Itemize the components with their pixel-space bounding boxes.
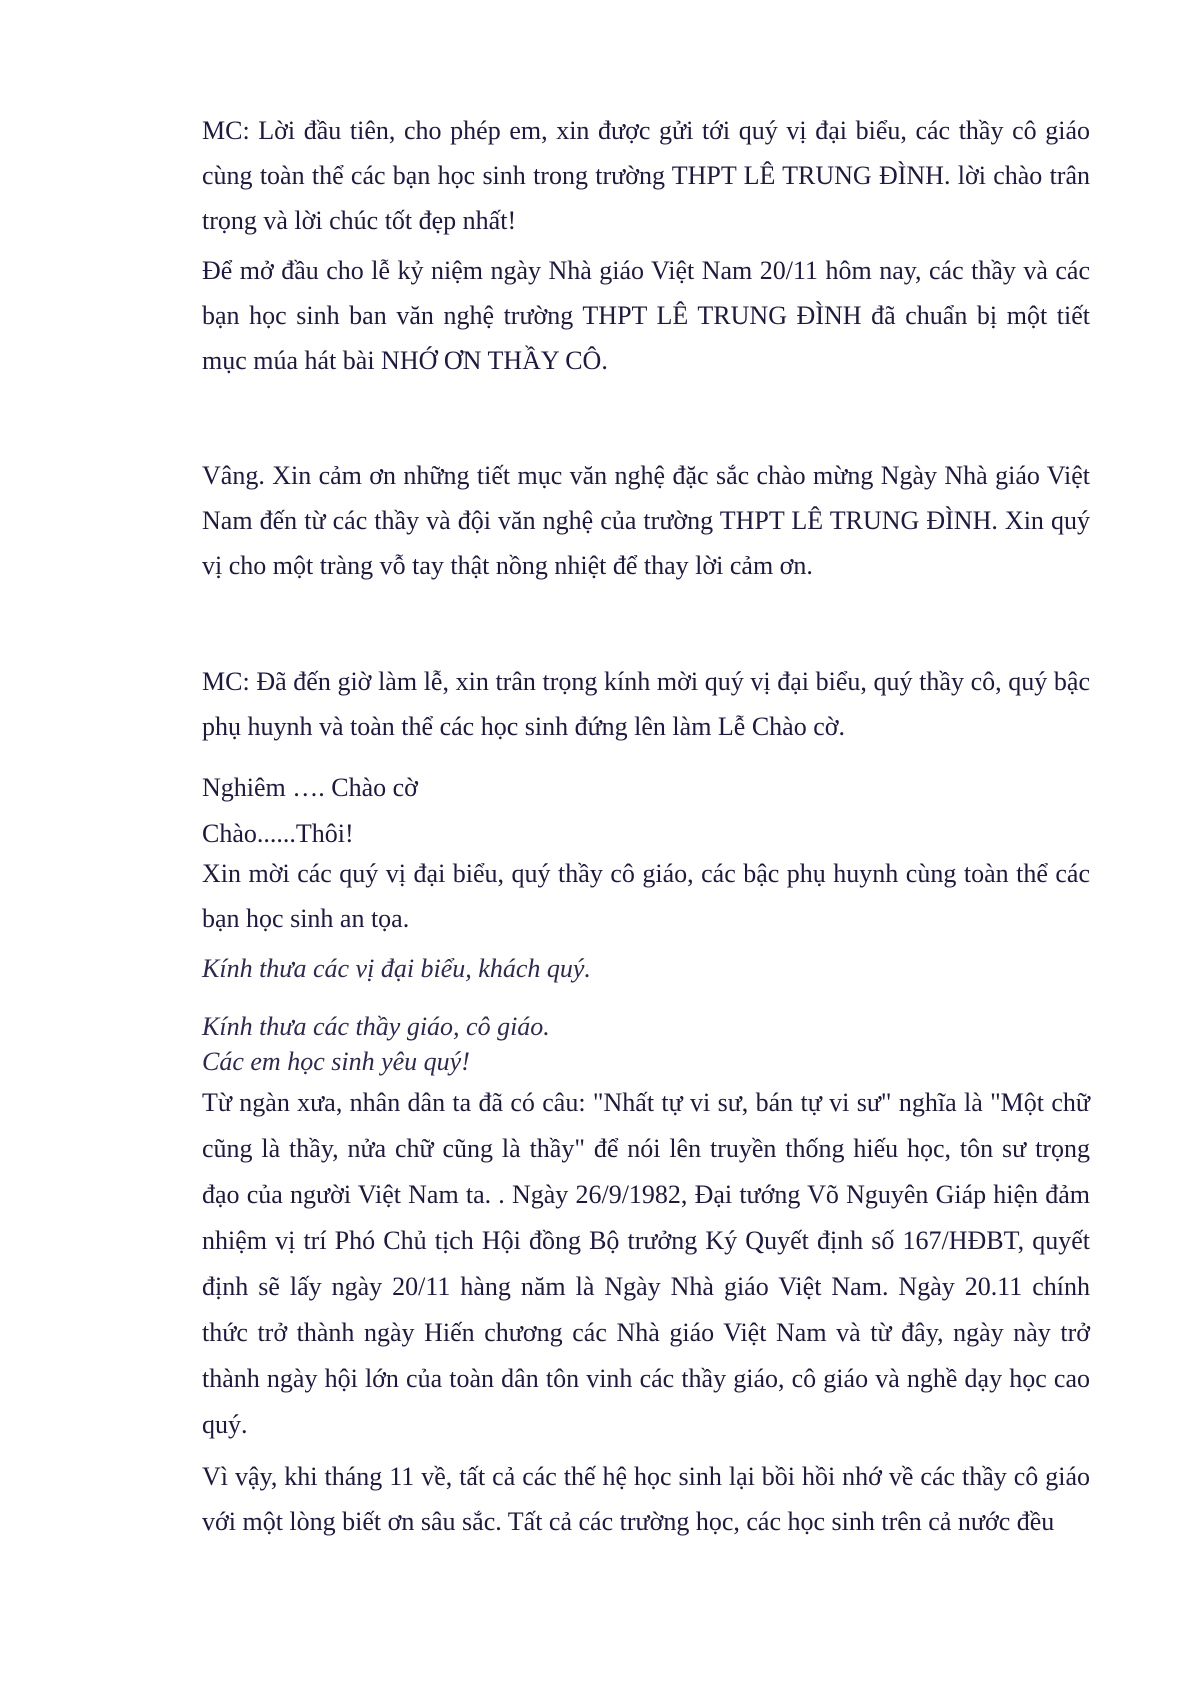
paragraph-thanks-performance: Vâng. Xin cảm ơn những tiết mục văn nghệ đặc sắc chào mừng Ngày Nhà giáo Việt Nam đến từ các thầy và đội văn nghệ của trường THPT LÊ TRUNG ĐÌNH. Xin quý vị cho một tràng vỗ tay thật nồng nhiệt để thay lời cảm ơn. (202, 461, 1090, 580)
paragraph-opening-performance: Để mở đầu cho lễ kỷ niệm ngày Nhà giáo Việt Nam 20/11 hôm nay, các thầy và các bạn học sinh ban văn nghệ trường THPT LÊ TRUNG ĐÌNH đã chuẩn bị một tiết mục múa hát bài NHỚ ƠN THẦY CÔ. (202, 256, 1090, 375)
paragraph-mc-greeting: MC: Lời đầu tiên, cho phép em, xin được gửi tới quý vị đại biểu, các thầy cô giáo cùng toàn thể các bạn học sinh trong trường THPT LÊ TRUNG ĐÌNH. lời chào trân trọng và lời chúc tốt đẹp nhất! (202, 116, 1090, 235)
line-attention-salute: Nghiêm …. Chào cờ (202, 773, 418, 802)
line-greeting-guests: Kính thưa các vị đại biểu, khách quý. (202, 954, 591, 983)
paragraph-please-be-seated: Xin mời các quý vị đại biểu, quý thầy cô giáo, các bậc phụ huynh cùng toàn thể các bạn học sinh an tọa. (202, 859, 1090, 933)
line-salute-end: Chào......Thôi! (202, 819, 354, 848)
line-greeting-teachers: Kính thưa các thầy giáo, cô giáo. (202, 1012, 550, 1041)
paragraph-november-gratitude: Vì vậy, khi tháng 11 về, tất cả các thế hệ học sinh lại bồi hồi nhớ về các thầy cô giáo với một lòng biết ơn sâu sắc. Tất cả các trường học, các học sinh trên cả nước đều (202, 1462, 1090, 1536)
paragraph-flag-ceremony-invite: MC: Đã đến giờ làm lễ, xin trân trọng kính mời quý vị đại biểu, quý thầy cô, quý bậc phụ huynh và toàn thể các học sinh đứng lên làm Lễ Chào cờ. (202, 667, 1090, 741)
paragraph-teachers-day-history: Từ ngàn xưa, nhân dân ta đã có câu: "Nhất tự vi sư, bán tự vi sư" nghĩa là "Một chữ cũng là thầy, nửa chữ cũng là thầy" để nói lên truyền thống hiếu học, tôn sư trọng đạo của người Việt Nam ta. . Ngày 26/9/1982, Đại tướng Võ Nguyên Giáp hiện đảm nhiệm vị trí Phó Chủ tịch Hội đồng Bộ trưởng Ký Quyết định số 167/HĐBT, quyết định sẽ lấy ngày 20/11 hàng năm là Ngày Nhà giáo Việt Nam. Ngày 20.11 chính thức trở thành ngày Hiến chương các Nhà giáo Việt Nam và từ đây, ngày này trở thành ngày hội lớn của toàn dân tôn vinh các thầy giáo, cô giáo và nghề dạy học cao quý. (202, 1088, 1090, 1439)
line-greeting-students: Các em học sinh yêu quý! (202, 1047, 470, 1076)
